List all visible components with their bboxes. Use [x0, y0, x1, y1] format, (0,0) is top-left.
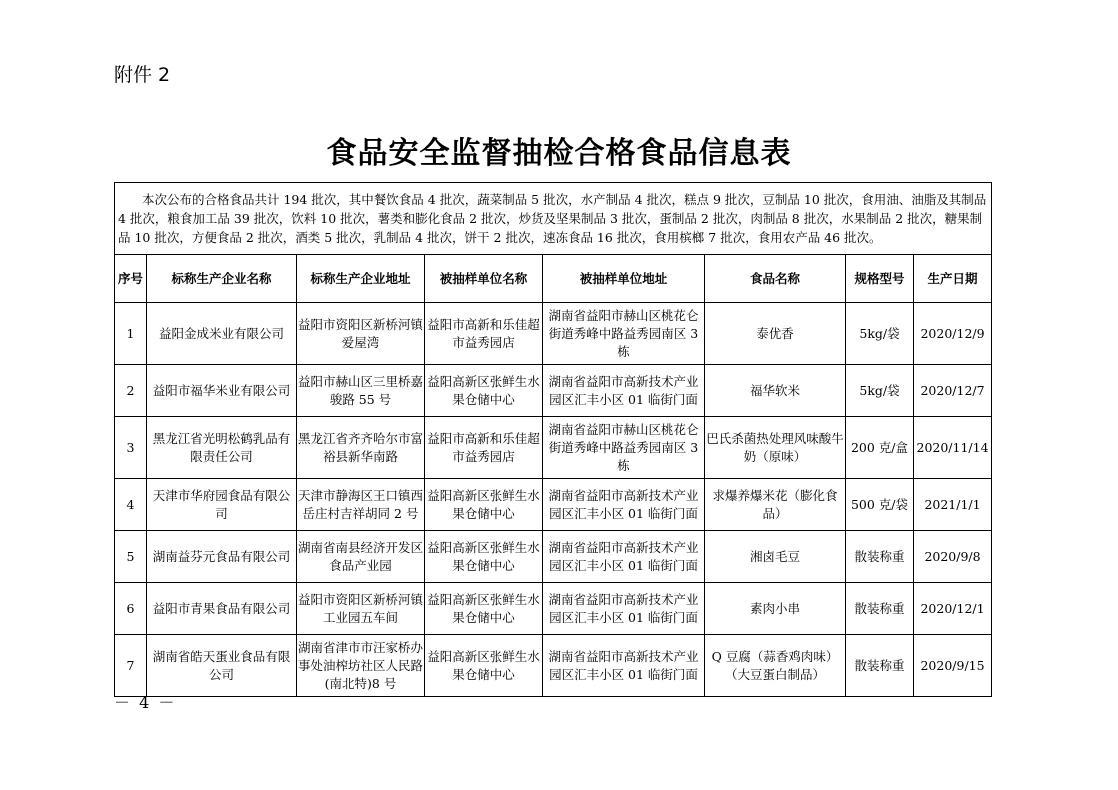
cell-index: 3 [115, 417, 147, 479]
cell-index: 7 [115, 635, 147, 697]
cell-producer-address: 黑龙江省齐齐哈尔市富裕县新华南路 [297, 417, 425, 479]
table-row [115, 479, 992, 531]
summary-text: 本次公布的合格食品共计 194 批次，其中餐饮食品 4 批次，蔬菜制品 5 批次，水产制品 4 批次，糕点 9 批次，豆制品 10 批次，食用油、油脂及其制品 4 批次，粮食加工品 39 批次，饮料 10 批次，薯类和膨化食品 2 批次，炒货及坚果制品 3 批次，蛋制品 2 批次，肉制品 8 批次，水果制品 2 批次，糖果制品 10 批次，方便食品 2 批次，酒类 5 批次，乳制品 4 批次，饼干 2 批次，速冻食品 16 批次，食用槟榔 7 批次，食用农产品 46 批次。 [115, 183, 992, 255]
cell-index: 4 [115, 479, 147, 531]
cell-sampled-unit-name: 益阳高新区张鲜生水果仓储中心 [425, 479, 543, 531]
cell-production-date: 2020/9/15 [914, 635, 992, 697]
cell-spec: 散装称重 [846, 531, 914, 583]
cell-producer-address: 益阳市资阳区新桥河镇工业园五车间 [297, 583, 425, 635]
cell-spec: 5kg/袋 [846, 365, 914, 417]
table-row [115, 365, 992, 417]
cell-index: 6 [115, 583, 147, 635]
cell-production-date: 2021/1/1 [914, 479, 992, 531]
cell-sampled-unit-name: 益阳高新区张鲜生水果仓储中心 [425, 635, 543, 697]
cell-food-name: 泰优香 [705, 303, 846, 365]
col-header-sampled-unit-name: 被抽样单位名称 [425, 255, 543, 303]
cell-spec: 散装称重 [846, 583, 914, 635]
cell-producer-name: 湖南益芬元食品有限公司 [147, 531, 297, 583]
cell-production-date: 2020/12/7 [914, 365, 992, 417]
cell-spec: 散装称重 [846, 635, 914, 697]
col-header-production-date: 生产日期 [914, 255, 992, 303]
cell-food-name: 素肉小串 [705, 583, 846, 635]
cell-sampled-unit-name: 益阳市高新和乐佳超市益秀园店 [425, 303, 543, 365]
cell-sampled-unit-name: 益阳高新区张鲜生水果仓储中心 [425, 531, 543, 583]
cell-sampled-unit-address: 湖南省益阳市高新技术产业园区汇丰小区 01 临街门面 [543, 583, 705, 635]
cell-producer-name: 天津市华府园食品有限公司 [147, 479, 297, 531]
cell-producer-name: 益阳市青果食品有限公司 [147, 583, 297, 635]
cell-producer-address: 益阳市赫山区三里桥嘉骏路 55 号 [297, 365, 425, 417]
cell-food-name: 湘卤毛豆 [705, 531, 846, 583]
table-header-row [115, 255, 992, 303]
page-number: － 4 － [114, 693, 177, 712]
cell-sampled-unit-address: 湖南省益阳市赫山区桃花仑街道秀峰中路益秀园南区 3 栋 [543, 417, 705, 479]
cell-spec: 200 克/盒 [846, 417, 914, 479]
table-row [115, 635, 992, 697]
cell-sampled-unit-address: 湖南省益阳市赫山区桃花仑街道秀峰中路益秀园南区 3 栋 [543, 303, 705, 365]
summary-row [115, 183, 992, 255]
cell-sampled-unit-name: 益阳市高新和乐佳超市益秀园店 [425, 417, 543, 479]
cell-index: 2 [115, 365, 147, 417]
document-title: 食品安全监督抽检合格食品信息表 [326, 136, 792, 171]
cell-producer-name: 益阳市福华米业有限公司 [147, 365, 297, 417]
cell-production-date: 2020/12/9 [914, 303, 992, 365]
cell-producer-name: 黑龙江省光明松鹤乳品有限责任公司 [147, 417, 297, 479]
col-header-producer-address: 标称生产企业地址 [297, 255, 425, 303]
cell-index: 1 [115, 303, 147, 365]
cell-food-name: 求爆养爆米花（膨化食品） [705, 479, 846, 531]
cell-producer-address: 天津市静海区王口镇西岳庄村吉祥胡同 2 号 [297, 479, 425, 531]
cell-production-date: 2020/9/8 [914, 531, 992, 583]
cell-producer-address: 湖南省南县经济开发区食品产业园 [297, 531, 425, 583]
col-header-sampled-unit-address: 被抽样单位地址 [543, 255, 705, 303]
cell-food-name: 福华软米 [705, 365, 846, 417]
attachment-label: 附件 2 [114, 64, 171, 86]
cell-production-date: 2020/11/14 [914, 417, 992, 479]
cell-producer-address: 湖南省津市市汪家桥办事处油榨坊社区人民路(南北特)8 号 [297, 635, 425, 697]
col-header-index: 序号 [115, 255, 147, 303]
cell-sampled-unit-address: 湖南省益阳市高新技术产业园区汇丰小区 01 临街门面 [543, 531, 705, 583]
col-header-spec: 规格型号 [846, 255, 914, 303]
cell-index: 5 [115, 531, 147, 583]
cell-production-date: 2020/12/1 [914, 583, 992, 635]
cell-sampled-unit-name: 益阳高新区张鲜生水果仓储中心 [425, 583, 543, 635]
cell-sampled-unit-name: 益阳高新区张鲜生水果仓储中心 [425, 365, 543, 417]
cell-spec: 5kg/袋 [846, 303, 914, 365]
table-row [115, 417, 992, 479]
table-row [115, 303, 992, 365]
cell-sampled-unit-address: 湖南省益阳市高新技术产业园区汇丰小区 01 临街门面 [543, 365, 705, 417]
col-header-food-name: 食品名称 [705, 255, 846, 303]
cell-producer-name: 益阳金成米业有限公司 [147, 303, 297, 365]
cell-producer-name: 湖南省皓天蛋业食品有限公司 [147, 635, 297, 697]
cell-food-name: 巴氏杀菌热处理风味酸牛奶（原味） [705, 417, 846, 479]
cell-sampled-unit-address: 湖南省益阳市高新技术产业园区汇丰小区 01 临街门面 [543, 479, 705, 531]
cell-producer-address: 益阳市资阳区新桥河镇爱屋湾 [297, 303, 425, 365]
cell-food-name: Q 豆腐（蒜香鸡肉味）（大豆蛋白制品） [705, 635, 846, 697]
cell-sampled-unit-address: 湖南省益阳市高新技术产业园区汇丰小区 01 临街门面 [543, 635, 705, 697]
table-row [115, 583, 992, 635]
col-header-producer-name: 标称生产企业名称 [147, 255, 297, 303]
table-row [115, 531, 992, 583]
food-info-table [114, 182, 992, 697]
cell-spec: 500 克/袋 [846, 479, 914, 531]
